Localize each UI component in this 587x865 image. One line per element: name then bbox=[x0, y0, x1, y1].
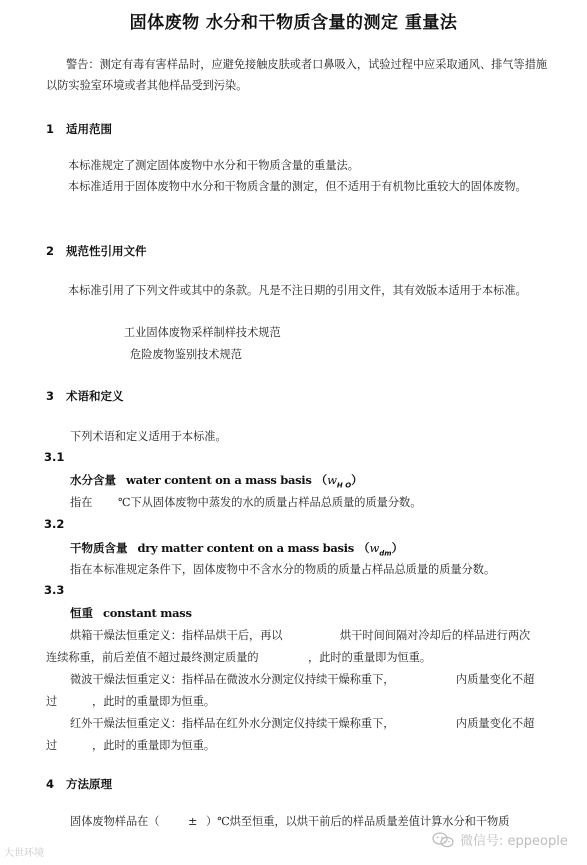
oven-definition-a: 烘箱干燥法恒重定义：指样品烘干后，再以 bbox=[70, 629, 283, 642]
paren-open: （ bbox=[357, 541, 370, 555]
section-4-paragraph-a: 固体废物样品在（ bbox=[70, 815, 160, 828]
microwave-definition-b: 内质量变化不超 bbox=[456, 673, 535, 686]
section-4-paragraph-c: ）℃烘至恒重，以烘干前后的样品质量差值计算水分和干物质 bbox=[206, 815, 510, 828]
term-definition-a: 指在 bbox=[70, 496, 93, 509]
term-english: constant mass bbox=[103, 606, 192, 620]
section-1-heading bbox=[46, 121, 112, 137]
section-1-paragraph-2: 本标准适用于固体废物中水分和干物质含量的测定，但不适用于有机物比重较大的固体废物。 bbox=[68, 180, 527, 193]
term-english: dry matter content on a mass basis bbox=[137, 541, 354, 555]
warning-text: 警告：测定有毒有害样品时，应避免接触皮肤或者口鼻吸入，试验过程中应采取通风、排气等措施以防实验室环境或者其他样品受到污染。 bbox=[46, 58, 548, 92]
section-3-intro: 下列术语和定义适用于本标准。 bbox=[70, 430, 227, 443]
section-number: 4 bbox=[46, 777, 55, 791]
section-title: 规范性引用文件 bbox=[66, 244, 147, 258]
microwave-definition-a: 微波干燥法恒重定义：指样品在微波水分测定仪持续干燥称重下， bbox=[70, 673, 395, 686]
wechat-icon bbox=[432, 832, 454, 848]
section-3-heading bbox=[46, 388, 124, 404]
watermark-right bbox=[432, 830, 568, 849]
section-title: 方法原理 bbox=[66, 777, 112, 791]
reference-item: 危险废物鉴别技术规范 bbox=[130, 348, 242, 361]
term-definition: 指在本标准规定条件下，固体废物中不含水分的物质的质量占样品总质量的质量分数。 bbox=[70, 563, 496, 576]
oven-definition-d: ，此时的重量即为恒重。 bbox=[308, 651, 432, 664]
section-1-paragraph-1: 本标准规定了测定固体废物中水分和干物质含量的重量法。 bbox=[68, 159, 359, 172]
term-chinese: 恒重 bbox=[70, 606, 93, 620]
infrared-definition-a: 红外干燥法恒重定义：指样品在红外水分测定仪持续干燥称重下， bbox=[70, 717, 395, 730]
section-number: 2 bbox=[46, 244, 55, 258]
term-chinese: 干物质含量 bbox=[70, 541, 128, 555]
oven-definition-b: 烘干时间间隔对冷却后的样品进行两次 bbox=[340, 629, 531, 642]
term-number: 3.2 bbox=[44, 517, 65, 531]
term-number: 3.3 bbox=[44, 583, 65, 597]
term-symbol-subscript: dm bbox=[379, 549, 392, 558]
microwave-definition-c: 过 bbox=[46, 695, 58, 708]
term-chinese: 水分含量 bbox=[70, 473, 116, 487]
term-dry-matter bbox=[70, 540, 403, 557]
paren-close: ） bbox=[391, 541, 404, 555]
term-symbol: w bbox=[327, 473, 337, 487]
section-4-heading bbox=[46, 776, 112, 792]
term-english: water content on a mass basis bbox=[126, 473, 312, 487]
term-water-content bbox=[70, 472, 363, 489]
term-number: 3.1 bbox=[44, 450, 65, 464]
term-symbol: w bbox=[369, 541, 380, 555]
section-number: 1 bbox=[46, 122, 55, 136]
microwave-definition-d: ，此时的重量即为恒重。 bbox=[92, 695, 216, 708]
infrared-definition-b: 内质量变化不超 bbox=[456, 717, 535, 730]
section-number: 3 bbox=[46, 389, 55, 403]
paren-close: ） bbox=[351, 473, 363, 487]
term-definition-b: ℃下从固体废物中蒸发的水的质量占样品总质量的质量分数。 bbox=[118, 496, 422, 509]
section-2-heading bbox=[46, 243, 147, 259]
section-title: 适用范围 bbox=[66, 122, 112, 136]
term-symbol-subscript: H O bbox=[336, 481, 352, 490]
watermark-left: 大世环境 bbox=[4, 848, 44, 859]
term-constant-mass bbox=[70, 605, 192, 621]
page-title: 固体废物 水分和干物质含量的测定 重量法 bbox=[129, 13, 458, 33]
infrared-definition-c: 过 bbox=[46, 739, 58, 752]
section-4-paragraph-b: ± bbox=[188, 815, 198, 828]
section-title: 术语和定义 bbox=[66, 389, 124, 403]
infrared-definition-d: ，此时的重量即为恒重。 bbox=[92, 739, 216, 752]
paren-open: （ bbox=[315, 473, 328, 487]
reference-item: 工业固体废物采样制样技术规范 bbox=[124, 326, 281, 339]
section-2-paragraph-1: 本标准引用了下列文件或其中的条款。凡是不注日期的引用文件，其有效版本适用于本标准。 bbox=[68, 284, 527, 297]
oven-definition-c: 连续称重，前后差值不超过最终测定质量的 bbox=[46, 651, 259, 664]
watermark-text: 微信号: eppeople bbox=[460, 834, 568, 849]
